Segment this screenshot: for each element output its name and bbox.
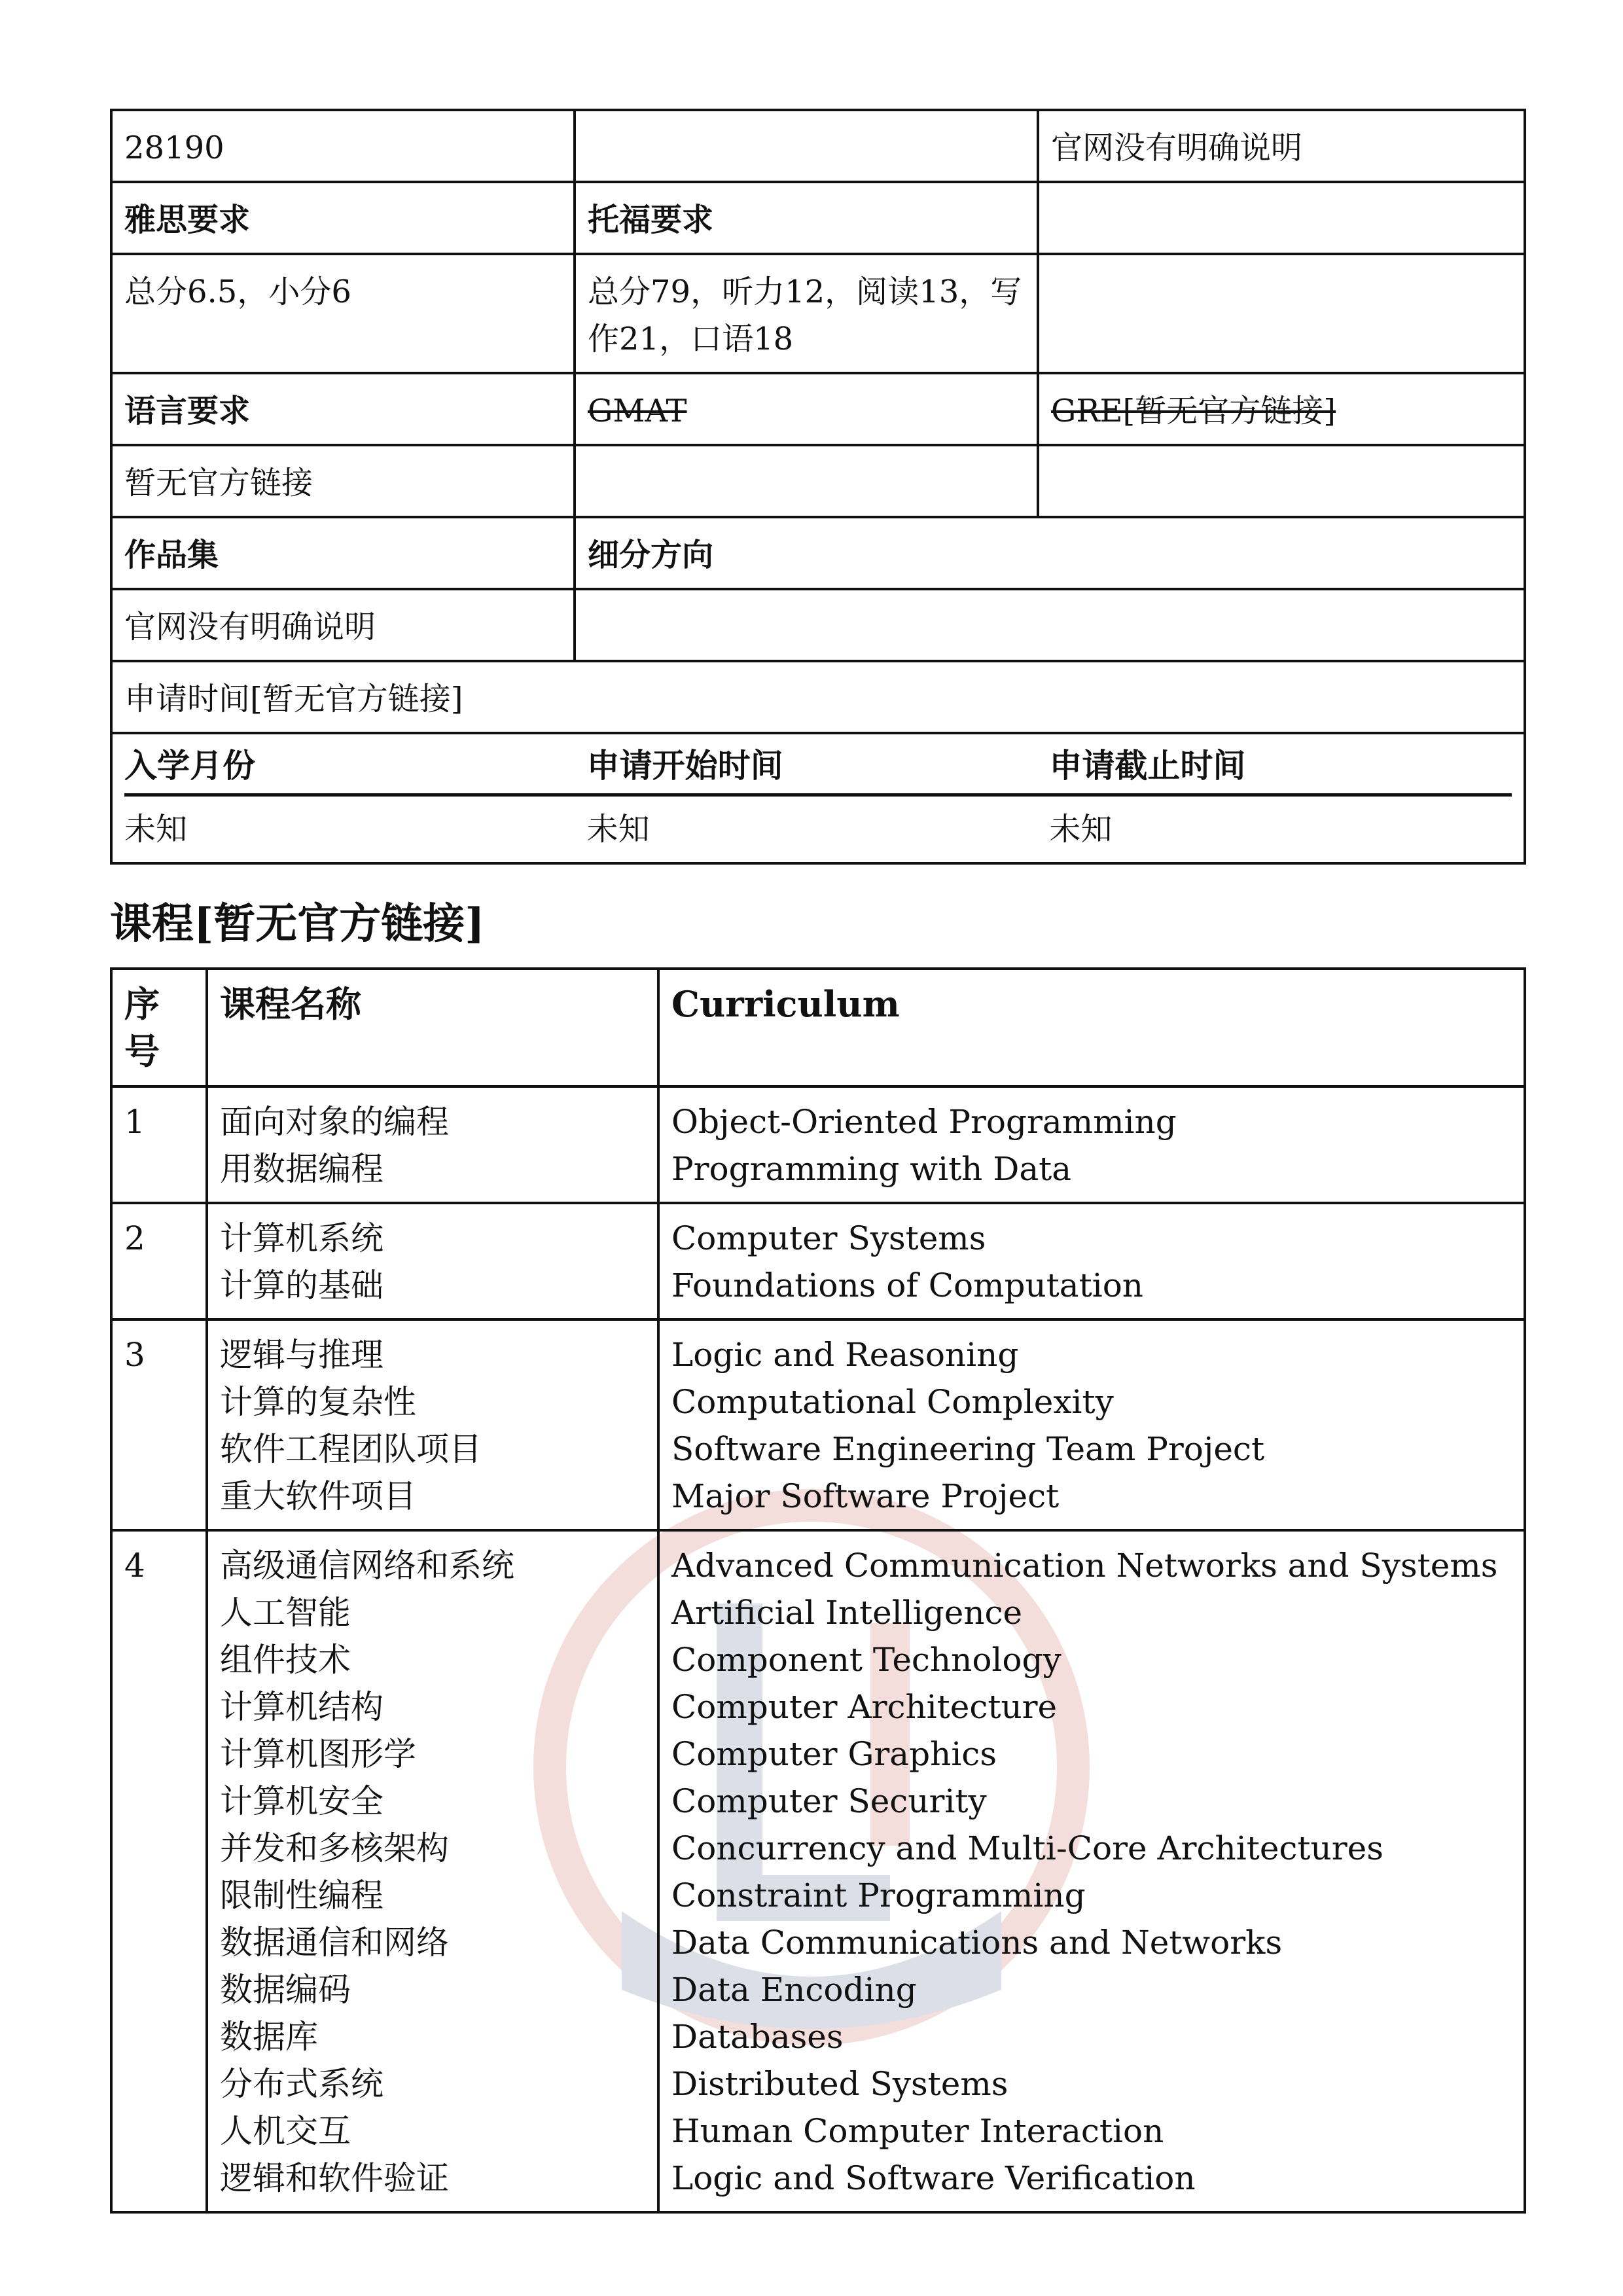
course-name-en: Computational Complexity bbox=[671, 1383, 1114, 1421]
table-cell bbox=[1038, 182, 1525, 254]
table-row bbox=[111, 1319, 1525, 1530]
curriculum-column-header: Curriculum bbox=[658, 969, 1525, 1086]
table-cell: 28190 bbox=[111, 110, 575, 182]
gmat-heading: GMAT bbox=[575, 373, 1038, 445]
courses-section-title: 课程[暂无官方链接] bbox=[110, 899, 485, 948]
curriculum-cell bbox=[658, 1086, 1525, 1203]
course-group-number: 2 bbox=[111, 1203, 207, 1319]
course-name-cell bbox=[207, 1086, 658, 1203]
table-row bbox=[111, 733, 1525, 863]
table-row bbox=[111, 1086, 1525, 1203]
course-name-cn: 分布式系统 bbox=[220, 2065, 383, 2103]
course-name-cn: 人工智能 bbox=[220, 1594, 351, 1632]
application-start-heading: 申请开始时间 bbox=[586, 746, 783, 785]
course-group-number: 1 bbox=[111, 1086, 207, 1203]
course-name-cell bbox=[207, 1530, 658, 2212]
course-name-en: Constraint Programming bbox=[671, 1876, 1086, 1914]
table-header-row bbox=[111, 969, 1525, 1086]
course-name-en: Data Encoding bbox=[671, 1971, 917, 2009]
toefl-heading: 托福要求 bbox=[575, 182, 1038, 254]
table-cell bbox=[1038, 445, 1525, 517]
course-name-cn: 计算机安全 bbox=[220, 1782, 383, 1820]
course-name-en: Logic and Reasoning bbox=[671, 1336, 1019, 1374]
course-name-cn: 计算的基础 bbox=[220, 1266, 383, 1304]
course-name-cn: 并发和多核架构 bbox=[220, 1829, 449, 1867]
table-row bbox=[111, 182, 1525, 254]
course-name-en: Concurrency and Multi-Core Architectures bbox=[671, 1829, 1383, 1867]
toefl-value: 总分79，听力12，阅读13，写作21，口语18 bbox=[575, 254, 1038, 373]
name-column-header: 课程名称 bbox=[207, 969, 658, 1086]
application-start-value: 未知 bbox=[586, 811, 650, 848]
courses-table bbox=[110, 967, 1526, 2214]
course-name-cell bbox=[207, 1203, 658, 1319]
specialization-value bbox=[575, 589, 1525, 661]
course-name-cn: 人机交互 bbox=[220, 2112, 351, 2150]
course-name-cn: 组件技术 bbox=[220, 1641, 351, 1679]
course-name-cn: 数据库 bbox=[220, 2018, 318, 2056]
intake-value-row bbox=[124, 806, 1512, 853]
course-name-en: Distributed Systems bbox=[671, 2065, 1008, 2103]
course-name-cn: 计算机系统 bbox=[220, 1219, 383, 1257]
course-name-cn: 重大软件项目 bbox=[220, 1477, 416, 1515]
course-name-en: Artificial Intelligence bbox=[671, 1594, 1023, 1632]
course-name-en: Programming with Data bbox=[671, 1150, 1072, 1188]
course-name-en: Computer Graphics bbox=[671, 1735, 997, 1773]
course-name-cn: 面向对象的编程 bbox=[220, 1103, 449, 1141]
intake-month-heading: 入学月份 bbox=[124, 746, 255, 785]
course-name-cn: 数据编码 bbox=[220, 1971, 351, 2009]
application-deadline-heading: 申请截止时间 bbox=[1049, 746, 1246, 785]
curriculum-cell bbox=[658, 1530, 1525, 2212]
course-name-en: Major Software Project bbox=[671, 1477, 1060, 1515]
table-row bbox=[111, 1203, 1525, 1319]
ielts-value: 总分6.5，小分6 bbox=[111, 254, 575, 373]
course-name-cn: 高级通信网络和系统 bbox=[220, 1547, 514, 1585]
table-row bbox=[111, 445, 1525, 517]
table-cell bbox=[1038, 254, 1525, 373]
num-column-header: 序号 bbox=[111, 969, 207, 1086]
table-row bbox=[111, 254, 1525, 373]
application-time-label: 申请时间[暂无官方链接] bbox=[111, 661, 1525, 733]
course-group-number: 4 bbox=[111, 1530, 207, 2212]
table-row bbox=[111, 661, 1525, 733]
course-name-en: Databases bbox=[671, 2018, 844, 2056]
course-name-en: Object-Oriented Programming bbox=[671, 1103, 1177, 1141]
intake-header-row bbox=[124, 740, 1512, 797]
course-name-en: Component Technology bbox=[671, 1641, 1061, 1679]
course-name-cn: 数据通信和网络 bbox=[220, 1924, 449, 1962]
course-name-cn: 计算的复杂性 bbox=[220, 1383, 416, 1421]
table-cell: 官网没有明确说明 bbox=[1038, 110, 1525, 182]
course-name-en: Computer Security bbox=[671, 1782, 987, 1820]
table-row bbox=[111, 110, 1525, 182]
course-name-cn: 计算机结构 bbox=[220, 1688, 383, 1726]
table-cell bbox=[575, 110, 1038, 182]
table-row bbox=[111, 589, 1525, 661]
course-name-cn: 计算机图形学 bbox=[220, 1735, 416, 1773]
ielts-heading: 雅思要求 bbox=[111, 182, 575, 254]
portfolio-value: 官网没有明确说明 bbox=[111, 589, 575, 661]
curriculum-cell bbox=[658, 1319, 1525, 1530]
courses-table-body bbox=[111, 1086, 1525, 2212]
course-group-number: 3 bbox=[111, 1319, 207, 1530]
curriculum-cell bbox=[658, 1203, 1525, 1319]
course-name-en: Human Computer Interaction bbox=[671, 2112, 1164, 2150]
language-heading: 语言要求 bbox=[111, 373, 575, 445]
course-name-cn: 软件工程团队项目 bbox=[220, 1430, 482, 1468]
course-name-cell bbox=[207, 1319, 658, 1530]
course-name-cn: 限制性编程 bbox=[220, 1876, 383, 1914]
table-row bbox=[111, 373, 1525, 445]
course-name-en: Logic and Software Verification bbox=[671, 2159, 1196, 2197]
course-name-cn: 用数据编程 bbox=[220, 1150, 383, 1188]
table-cell bbox=[575, 445, 1038, 517]
course-name-en: Foundations of Computation bbox=[671, 1266, 1143, 1304]
language-value: 暂无官方链接 bbox=[111, 445, 575, 517]
portfolio-heading: 作品集 bbox=[111, 517, 575, 589]
course-name-en: Data Communications and Networks bbox=[671, 1924, 1283, 1962]
intake-table bbox=[111, 733, 1525, 863]
course-name-en: Software Engineering Team Project bbox=[671, 1430, 1265, 1468]
table-row bbox=[111, 517, 1525, 589]
specialization-heading: 细分方向 bbox=[575, 517, 1525, 589]
course-name-cn: 逻辑和软件验证 bbox=[220, 2159, 449, 2197]
course-name-en: Advanced Communication Networks and Systems bbox=[671, 1547, 1498, 1585]
table-row bbox=[111, 1530, 1525, 2212]
requirements-table bbox=[110, 109, 1526, 865]
course-name-en: Computer Architecture bbox=[671, 1688, 1058, 1726]
application-deadline-value: 未知 bbox=[1049, 811, 1113, 848]
intake-month-value: 未知 bbox=[124, 811, 188, 848]
course-name-en: Computer Systems bbox=[671, 1219, 986, 1257]
gre-heading: GRE[暂无官方链接] bbox=[1038, 373, 1525, 445]
course-name-cn: 逻辑与推理 bbox=[220, 1336, 383, 1374]
